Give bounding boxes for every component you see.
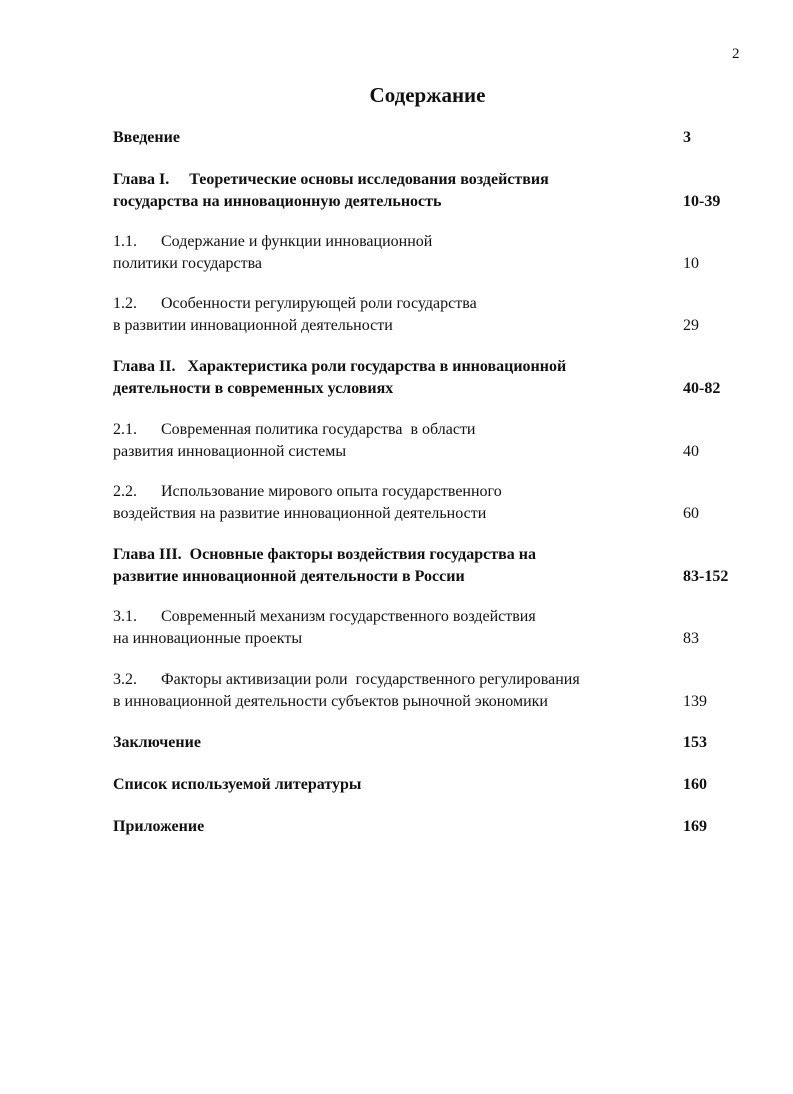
- toc-page-appendix: 169: [683, 818, 707, 835]
- section-number: 2.1.: [113, 421, 137, 438]
- toc-entry-section-3-2: [113, 669, 683, 713]
- toc-page-section-1-1: 10: [683, 255, 699, 272]
- toc-page-intro: 3: [683, 129, 691, 146]
- toc-label-line: в развитии инновационной деятельности: [113, 317, 393, 334]
- toc-entry-intro: [113, 127, 673, 149]
- toc-label: Список используемой литературы: [113, 776, 362, 793]
- section-number: 1.1.: [113, 233, 137, 250]
- toc-page-chapter-3: 83-152: [683, 568, 729, 585]
- toc-label-line: Современная политика государства в области: [161, 421, 476, 438]
- toc-label-line: Особенности регулирующей роли государства: [161, 295, 477, 312]
- section-number: 3.2.: [113, 671, 137, 688]
- toc-page-section-2-2: 60: [683, 505, 699, 522]
- page-number: 2: [732, 46, 740, 62]
- toc-label-line: деятельности в современных условиях: [113, 380, 394, 397]
- toc-label-line: развития инновационной системы: [113, 443, 347, 460]
- toc-entry-section-3-1: [113, 606, 673, 650]
- toc-entry-conclusion: [113, 732, 673, 754]
- toc-entry-section-1-1: [113, 231, 673, 275]
- toc-label-line: воздействия на развитие инновационной деятельности: [113, 505, 487, 522]
- toc-label-line: государства на инновационную деятельность: [113, 193, 442, 210]
- toc-label-line: на инновационные проекты: [113, 630, 303, 647]
- toc-entry-section-1-2: [113, 293, 673, 337]
- toc-page-section-3-2: 139: [683, 693, 707, 710]
- toc-page-section-2-1: 40: [683, 443, 699, 460]
- toc-entry-chapter-3: [113, 544, 673, 588]
- toc-entry-section-2-1: [113, 419, 673, 463]
- toc-page-section-1-2: 29: [683, 317, 699, 334]
- toc-page-chapter-1: 10-39: [683, 193, 721, 210]
- toc-label-line: в инновационной деятельности субъектов рыночной экономики: [113, 693, 548, 710]
- toc-label-line: развитие инновационной деятельности в России: [113, 568, 465, 585]
- toc-label-line: Использование мирового опыта государственного: [161, 483, 502, 500]
- toc-label-line: Глава I. Теоретические основы исследования воздействия: [113, 171, 549, 188]
- section-number: 2.2.: [113, 483, 137, 500]
- toc-label: Заключение: [113, 734, 201, 751]
- section-number: 3.1.: [113, 608, 137, 625]
- toc-label: Введение: [113, 129, 180, 146]
- toc-label-line: Факторы активизации роли государственного регулирования: [161, 671, 580, 688]
- toc-entry-references: [113, 774, 673, 796]
- toc-page-section-3-1: 83: [683, 630, 699, 647]
- toc-label-line: Содержание и функции инновационной: [161, 233, 433, 250]
- toc-entry-appendix: [113, 816, 673, 838]
- toc-page-chapter-2: 40-82: [683, 380, 721, 397]
- toc-page-conclusion: 153: [683, 734, 707, 751]
- toc-label-line: Глава II. Характеристика роли государства в инновационной: [113, 358, 567, 375]
- page-title: Содержание: [369, 83, 486, 107]
- toc-label-line: Глава III. Основные факторы воздействия государства на: [113, 546, 536, 563]
- toc-label: Приложение: [113, 818, 205, 835]
- section-number: 1.2.: [113, 295, 137, 312]
- toc-entry-chapter-1: [113, 169, 673, 213]
- toc-entry-section-2-2: [113, 481, 673, 525]
- toc-page-references: 160: [683, 776, 707, 793]
- toc-label-line: политики государства: [113, 255, 263, 272]
- toc-entry-chapter-2: [113, 356, 673, 400]
- toc-label-line: Современный механизм государственного воздействия: [161, 608, 536, 625]
